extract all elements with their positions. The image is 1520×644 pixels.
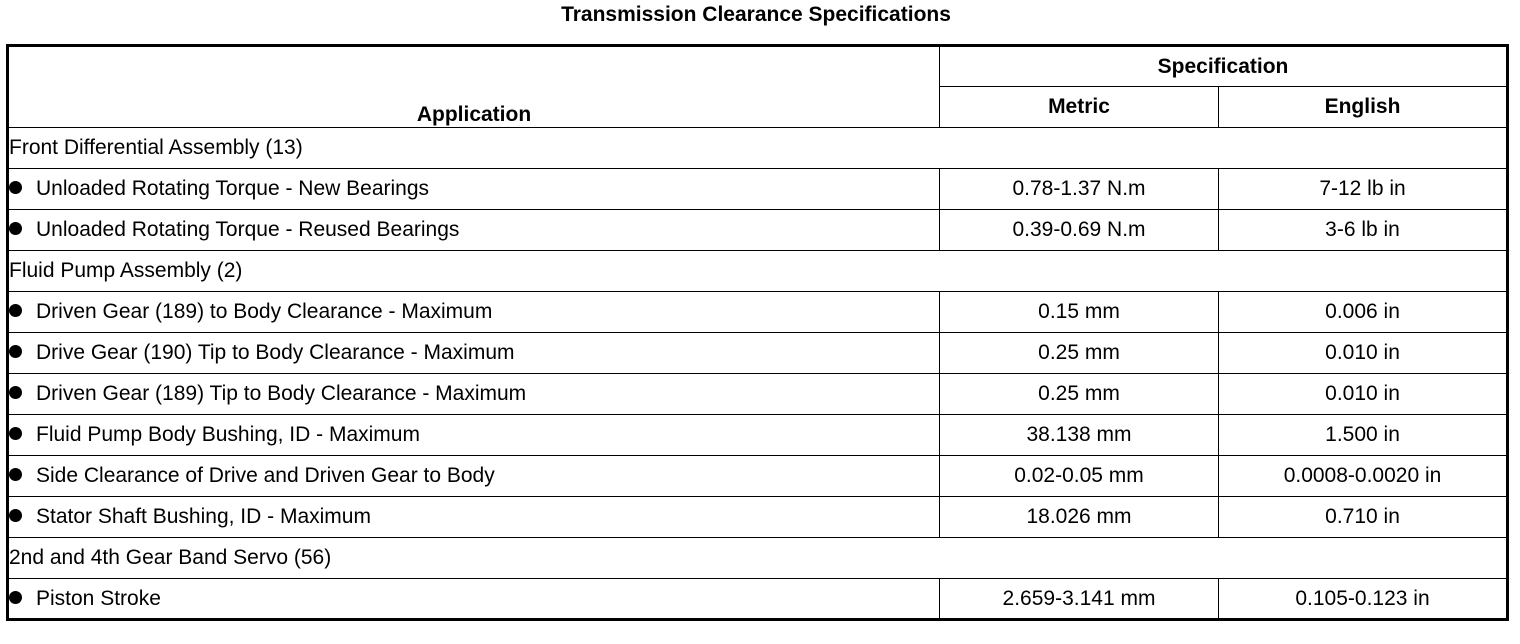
- application-cell: [8, 415, 940, 456]
- bullet-icon: [9, 591, 22, 604]
- bullet-icon: [9, 509, 22, 522]
- application-text: Drive Gear (190) Tip to Body Clearance - Maximum: [36, 341, 515, 364]
- application-cell: [8, 456, 940, 497]
- metric-cell: 18.026 mm: [940, 497, 1219, 538]
- section-row: [8, 251, 1508, 292]
- application-header: Application: [8, 46, 940, 128]
- section-row: [8, 128, 1508, 169]
- section-row: [8, 538, 1508, 579]
- bullet-icon: [9, 468, 22, 481]
- application-text: Driven Gear (189) Tip to Body Clearance - Maximum: [36, 382, 527, 405]
- table-row: [8, 169, 1508, 210]
- metric-cell: 0.39-0.69 N.m: [940, 210, 1219, 251]
- bullet-icon: [9, 304, 22, 317]
- table-row: [8, 579, 1508, 620]
- application-text: Piston Stroke: [36, 586, 161, 610]
- english-cell: 0.710 in: [1219, 497, 1508, 538]
- table-row: [8, 333, 1508, 374]
- header-row-top: [8, 46, 1508, 87]
- english-cell: 7-12 lb in: [1219, 169, 1508, 210]
- application-text: Side Clearance of Drive and Driven Gear to Body: [36, 464, 495, 487]
- table-row: [8, 292, 1508, 333]
- application-cell: [8, 374, 940, 415]
- bullet-icon: [9, 222, 22, 235]
- application-cell: [8, 579, 940, 620]
- metric-cell: 0.25 mm: [940, 333, 1219, 374]
- bullet-icon: [9, 181, 22, 194]
- application-text: Unloaded Rotating Torque - New Bearings: [36, 177, 430, 200]
- english-cell: 0.006 in: [1219, 292, 1508, 333]
- table-row: [8, 456, 1508, 497]
- english-cell: 0.010 in: [1219, 374, 1508, 415]
- bullet-icon: [9, 345, 22, 358]
- section-title: Front Differential Assembly (13): [8, 128, 1508, 169]
- metric-cell: 0.15 mm: [940, 292, 1219, 333]
- metric-cell: 2.659-3.141 mm: [940, 579, 1219, 620]
- application-cell: [8, 333, 940, 374]
- metric-cell: 0.78-1.37 N.m: [940, 169, 1219, 210]
- application-cell: [8, 169, 940, 210]
- metric-header: Metric: [940, 87, 1219, 128]
- page-title: Transmission Clearance Specifications: [561, 3, 951, 26]
- application-text: Driven Gear (189) to Body Clearance - Maximum: [36, 300, 493, 323]
- section-title: Fluid Pump Assembly (2): [8, 251, 1508, 292]
- application-cell: [8, 497, 940, 538]
- table-row: [8, 497, 1508, 538]
- english-cell: 0.010 in: [1219, 333, 1508, 374]
- bullet-icon: [9, 427, 22, 440]
- metric-cell: 0.25 mm: [940, 374, 1219, 415]
- application-text: Fluid Pump Body Bushing, ID - Maximum: [36, 423, 420, 446]
- bullet-icon: [9, 386, 22, 399]
- english-cell: 1.500 in: [1219, 415, 1508, 456]
- table-row: [8, 415, 1508, 456]
- metric-cell: 38.138 mm: [940, 415, 1219, 456]
- specification-header: Specification: [940, 46, 1508, 87]
- spec-table: [6, 44, 1509, 621]
- english-cell: 0.0008-0.0020 in: [1219, 456, 1508, 497]
- application-cell: [8, 292, 940, 333]
- english-header: English: [1219, 87, 1508, 128]
- section-title: 2nd and 4th Gear Band Servo (56): [8, 538, 1508, 579]
- application-text: Stator Shaft Bushing, ID - Maximum: [36, 505, 371, 528]
- table-row: [8, 374, 1508, 415]
- metric-cell: 0.02-0.05 mm: [940, 456, 1219, 497]
- english-cell: 3-6 lb in: [1219, 210, 1508, 251]
- english-cell: 0.105-0.123 in: [1219, 579, 1508, 620]
- application-text: Unloaded Rotating Torque - Reused Bearings: [36, 218, 460, 241]
- application-cell: [8, 210, 940, 251]
- table-row: [8, 210, 1508, 251]
